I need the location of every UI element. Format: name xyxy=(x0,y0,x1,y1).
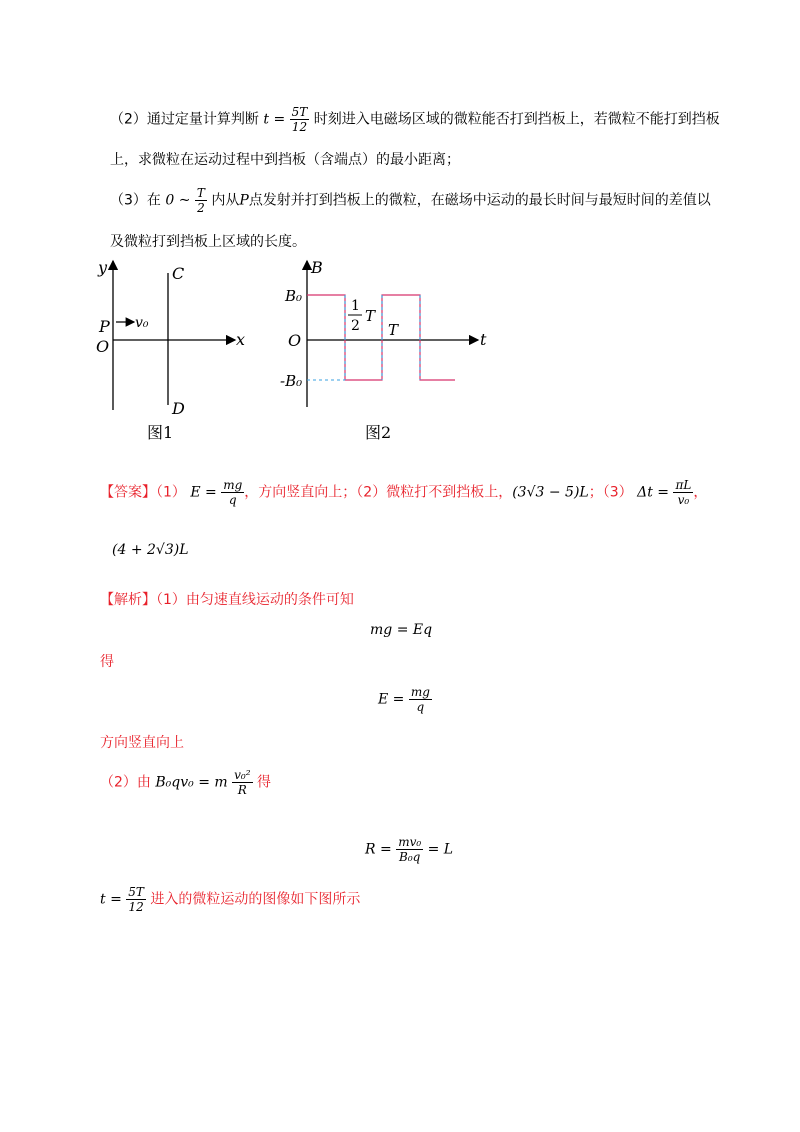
analysis-eq2-frac xyxy=(409,685,432,714)
analysis-r-num: mv₀ xyxy=(398,835,422,849)
answer-label: 【答案】（1） xyxy=(100,484,186,501)
analysis-t-num: 5T xyxy=(128,885,144,899)
analysis-direction: 方向竖直向上 xyxy=(100,735,184,751)
analysis-p2-label: （2）由 xyxy=(100,774,151,791)
fig2-label-t: t xyxy=(480,330,487,349)
answer-e-den: q xyxy=(228,493,237,507)
analysis-t-eq: t = xyxy=(100,891,122,908)
answer-dt-left: Δt = xyxy=(637,484,669,501)
fig2-half-t: T xyxy=(365,307,376,325)
fig2-label-b0: B₀ xyxy=(285,287,303,305)
q2-line2: 上，求微粒在运动过程中到挡板（含端点）的最小距离； xyxy=(110,152,460,168)
q3-number: （3） xyxy=(110,192,147,209)
analysis-r-frac xyxy=(396,835,423,864)
analysis-force-den: R xyxy=(237,783,247,797)
analysis-t-den: 12 xyxy=(128,900,144,914)
fig1-label-o: O xyxy=(96,337,110,356)
fig2-caption: 图2 xyxy=(365,423,392,442)
analysis-t-frac xyxy=(126,885,146,914)
analysis-force-frac xyxy=(232,768,252,797)
analysis-last-text: 进入的微粒运动的图像如下图所示 xyxy=(150,891,361,908)
answer-dt-num: πL xyxy=(675,478,692,492)
answer-length: (4 + 2√3)L xyxy=(112,542,189,558)
q3-p: P xyxy=(239,192,249,209)
analysis-label: 【解析】（1）由匀速直线运动的条件可知 xyxy=(100,592,354,608)
fig2-half-den: 2 xyxy=(351,318,360,334)
q2-frac-num: 5T xyxy=(291,105,308,119)
analysis-eq2 xyxy=(378,685,432,714)
fig1-label-d: D xyxy=(172,399,185,418)
answer-e-left: E = xyxy=(190,484,217,501)
answer-text-b: ；（3） xyxy=(588,484,633,501)
q2-line1 xyxy=(110,105,720,134)
analysis-r-den: B₀q xyxy=(399,850,421,864)
q3-text-a: 在 xyxy=(146,192,161,209)
fig2-label-T: T xyxy=(388,321,399,339)
answer-dt-den: v₀ xyxy=(677,493,690,507)
q2-frac-den: 12 xyxy=(291,120,308,134)
analysis-de: 得 xyxy=(100,654,114,670)
fig1-label-p: P xyxy=(99,317,110,336)
q2-fraction xyxy=(290,105,310,134)
q3-text-c: 点发射并打到挡板上的微粒，在磁场中运动的最长时间与最短时间的差值以 xyxy=(248,192,711,209)
fig1-caption: 图1 xyxy=(147,423,174,442)
answer-line1 xyxy=(100,478,707,507)
fig2-b-wave xyxy=(307,295,455,380)
analysis-force-left: B₀qv₀ = m xyxy=(155,774,228,791)
q3-line1 xyxy=(110,186,711,215)
fig2-label-o: O xyxy=(288,331,302,350)
analysis-r-left: R = xyxy=(365,841,392,858)
q2-number: （2） xyxy=(110,111,147,128)
analysis-r-right: = L xyxy=(427,841,454,858)
figure-1 xyxy=(90,255,260,425)
analysis-eq2-left: E = xyxy=(378,691,405,708)
answer-e-frac xyxy=(221,478,244,507)
fig2-label-negb0: -B₀ xyxy=(280,372,303,390)
q3-text-b: 内从 xyxy=(211,192,240,209)
q3-line2: 及微粒打到挡板上区域的长度。 xyxy=(110,234,306,250)
q2-text-a: 通过定量计算判断 xyxy=(146,111,259,128)
answer-text-a: ，方向竖直向上；（2）微粒打不到挡板上， xyxy=(244,484,513,501)
answer-e-num: mg xyxy=(223,478,243,492)
fig1-label-x: x xyxy=(236,330,246,349)
answer-text-c: ， xyxy=(693,484,708,501)
q2-t-eq: t = xyxy=(263,111,286,128)
analysis-radius xyxy=(365,835,453,864)
analysis-eq2-den: q xyxy=(416,700,425,714)
figure-2 xyxy=(280,255,495,425)
analysis-force-num: v₀² xyxy=(234,768,251,782)
answer-distance: (3√3 − 5)L xyxy=(512,484,589,501)
fig1-label-c: C xyxy=(172,264,185,283)
analysis-eq2-num: mg xyxy=(410,685,430,699)
q3-range: 0 ~ xyxy=(165,192,191,209)
analysis-last xyxy=(100,885,360,914)
q3-fraction xyxy=(195,186,207,215)
q3-frac-num: T xyxy=(196,186,205,200)
fig1-label-y: y xyxy=(98,258,108,277)
answer-dt-frac xyxy=(673,478,693,507)
fig1-label-v0: v₀ xyxy=(135,315,149,331)
analysis-eq1: mg = Eq xyxy=(370,622,433,638)
q2-text-b: 时刻进入电磁场区域的微粒能否打到挡板上，若微粒不能打到挡板 xyxy=(313,111,720,128)
analysis-de2: 得 xyxy=(256,774,271,791)
fig2-label-b: B xyxy=(311,258,323,277)
analysis-p2 xyxy=(100,768,271,797)
fig2-half-num: 1 xyxy=(351,298,360,314)
q3-frac-den: 2 xyxy=(197,201,205,215)
